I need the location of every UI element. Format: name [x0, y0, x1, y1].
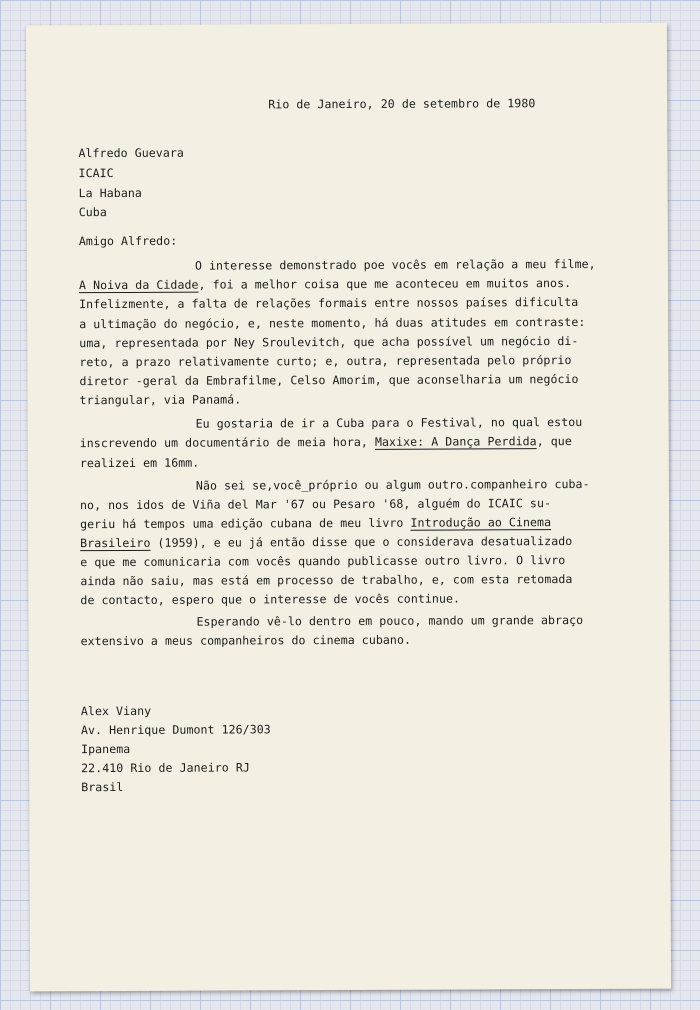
- p2-line-2-post: , que: [536, 434, 572, 449]
- p3-line-4: [80, 536, 572, 550]
- p1-line-8: triangular, via Panamá.: [79, 392, 242, 408]
- p3-line-7: de contacto, espero que o interesse de vocês continue.: [80, 591, 461, 608]
- documentary-title: Maxixe: A Dança Perdida: [374, 434, 537, 449]
- p4-line-2: extensivo a meus companheiros do cinema cubano.: [80, 632, 412, 649]
- letter-page: [26, 23, 671, 992]
- p4-line-1: Esperando vê-lo dentro em pouco, mando um grande abraço: [196, 612, 584, 629]
- film-title: A Noiva da Cidade: [78, 277, 199, 293]
- sender-postal-city: 22.410 Rio de Janeiro RJ: [81, 760, 250, 776]
- p1-line-4: a ultimação do negócio, e, neste momento, há duas atitudes em contraste:: [79, 314, 586, 332]
- sender-country: Brasil: [81, 779, 124, 795]
- p1-line-5: uma, representada por Ney Sroulevitch, que acha possível um negócio di-: [79, 333, 579, 351]
- p2-line-1: Eu gostaria de ir a Cuba para o Festival, no qual estou: [195, 414, 583, 431]
- p1-line-2-rest: , foi a melhor coisa que me aconteceu em muitos anos.: [198, 276, 572, 292]
- p3-line-5: e que me comunicaria com vocês quando publicasse outro livro. O livro: [80, 553, 566, 570]
- salutation: Amigo Alfredo:: [78, 233, 178, 249]
- p3-line-2: no, nos idos de Viña del Mar '67 ou Pesaro '68, alguém do ICAIC su-: [79, 496, 552, 513]
- sender-district: Ipanema: [81, 741, 131, 757]
- sender-name: Alex Viany: [80, 703, 152, 719]
- p1-line-1: O interesse demonstrado poe vocês em relação a meu filme,: [194, 256, 596, 273]
- p1-line-7: diretor -geral da Embrafilme, Celso Amorim, que aconselharia um negócio: [79, 371, 579, 389]
- p1-line-3: Infelizmente, a falta de relações formais entre nossos países dificulta: [79, 294, 579, 312]
- sender-street: Av. Henrique Dumont 126/303: [80, 722, 271, 738]
- book-title-part-2: Brasileiro: [80, 535, 151, 551]
- recipient-org: ICAIC: [78, 166, 114, 181]
- p1-line-2: [79, 278, 571, 292]
- book-title-part-1: Introdução ao Cinema: [410, 515, 552, 530]
- p3-line-4-rest: (1959), e eu já então disse que o considerava desatualizado: [150, 534, 573, 550]
- recipient-name: Alfredo Guevara: [78, 145, 184, 161]
- p3-line-6: ainda não saiu, mas está em processo de trabalho, e, com esta retomada: [80, 572, 573, 589]
- recipient-city: La Habana: [78, 185, 142, 201]
- p3-line-3: [80, 517, 551, 531]
- date-line: Rio de Janeiro, 20 de setembro de 1980: [268, 96, 536, 112]
- p3-line-1: Não sei se,você_próprio ou algum outro.companheiro cuba-: [195, 476, 590, 493]
- p2-line-3: realizei em 16mm.: [79, 455, 200, 471]
- p2-line-2: [80, 436, 572, 450]
- p2-line-2-pre: inscrevendo um documentário de meia hora,: [79, 434, 376, 451]
- recipient-country: Cuba: [78, 205, 107, 220]
- p1-line-6: reto, a prazo relativamente curto; e, outra, representada pelo próprio: [79, 353, 572, 370]
- p3-line-3-pre: geriu há tempos uma edição cubana de meu livro: [80, 515, 411, 532]
